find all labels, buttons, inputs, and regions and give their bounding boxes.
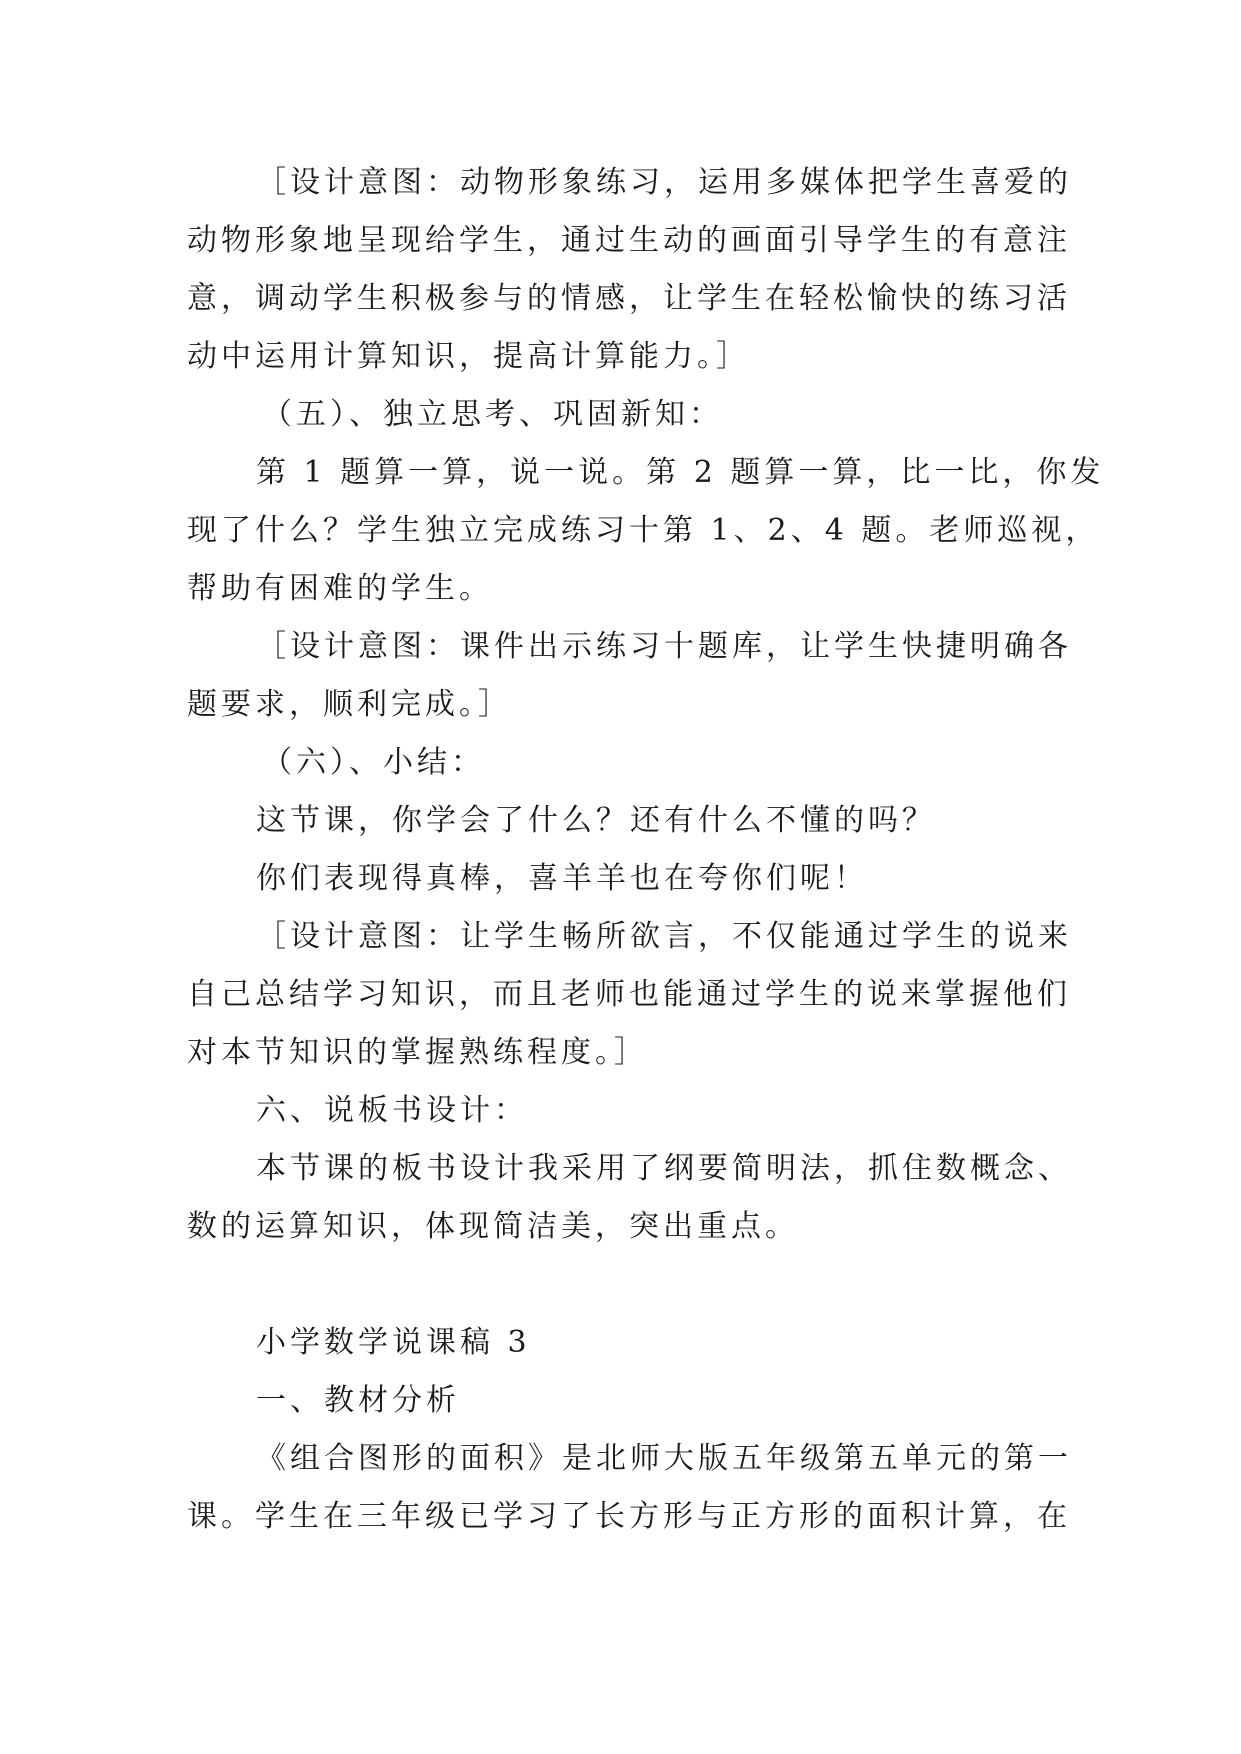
paragraph-line: 数的运算知识，体现简洁美，突出重点。: [187, 1209, 799, 1244]
paragraph-line: 现了什么？学生独立完成练习十第 1、2、4 题。老师巡视，: [187, 513, 1100, 548]
paragraph-line: 意，调动学生积极参与的情感，让学生在轻松愉快的练习活: [187, 281, 1071, 316]
paragraph-line: 《组合图形的面积》是北师大版五年级第五单元的第一: [256, 1441, 1072, 1476]
document-title: 小学数学说课稿 3: [256, 1325, 531, 1360]
paragraph-line: 本节课的板书设计我采用了纲要简明法，抓住数概念、: [256, 1151, 1072, 1186]
paragraph-line: 题要求，顺利完成。］: [187, 687, 512, 722]
section-heading: （六）、小结：: [262, 745, 485, 780]
paragraph-line: 帮助有困难的学生。: [187, 571, 493, 606]
paragraph-line: 动中运用计算知识，提高计算能力。］: [187, 339, 750, 374]
section-heading: 六、说板书设计：: [256, 1093, 528, 1128]
paragraph-line: ［设计意图：课件出示练习十题库，让学生快捷明确各: [256, 629, 1072, 664]
paragraph-line: ［设计意图：动物形象练习，运用多媒体把学生喜爱的: [256, 165, 1072, 200]
paragraph-line: ［设计意图：让学生畅所欲言，不仅能通过学生的说来: [256, 919, 1072, 954]
paragraph-line: 动物形象地呈现给学生，通过生动的画面引导学生的有意注: [187, 223, 1071, 258]
paragraph-line: 你们表现得真棒，喜羊羊也在夸你们呢！: [256, 861, 868, 896]
paragraph-line: 对本节知识的掌握熟练程度。］: [187, 1035, 648, 1070]
paragraph-line: 第 1 题算一算，说一说。第 2 题算一算，比一比，你发: [256, 455, 1105, 490]
paragraph-line: 自己总结学习知识，而且老师也能通过学生的说来掌握他们: [187, 977, 1071, 1012]
section-heading: 一、教材分析: [256, 1383, 460, 1418]
paragraph-line: 课。学生在三年级已学习了长方形与正方形的面积计算，在: [187, 1499, 1071, 1534]
section-heading: （五）、独立思考、巩固新知：: [262, 397, 723, 432]
paragraph-line: 这节课，你学会了什么？还有什么不懂的吗？: [256, 803, 936, 838]
